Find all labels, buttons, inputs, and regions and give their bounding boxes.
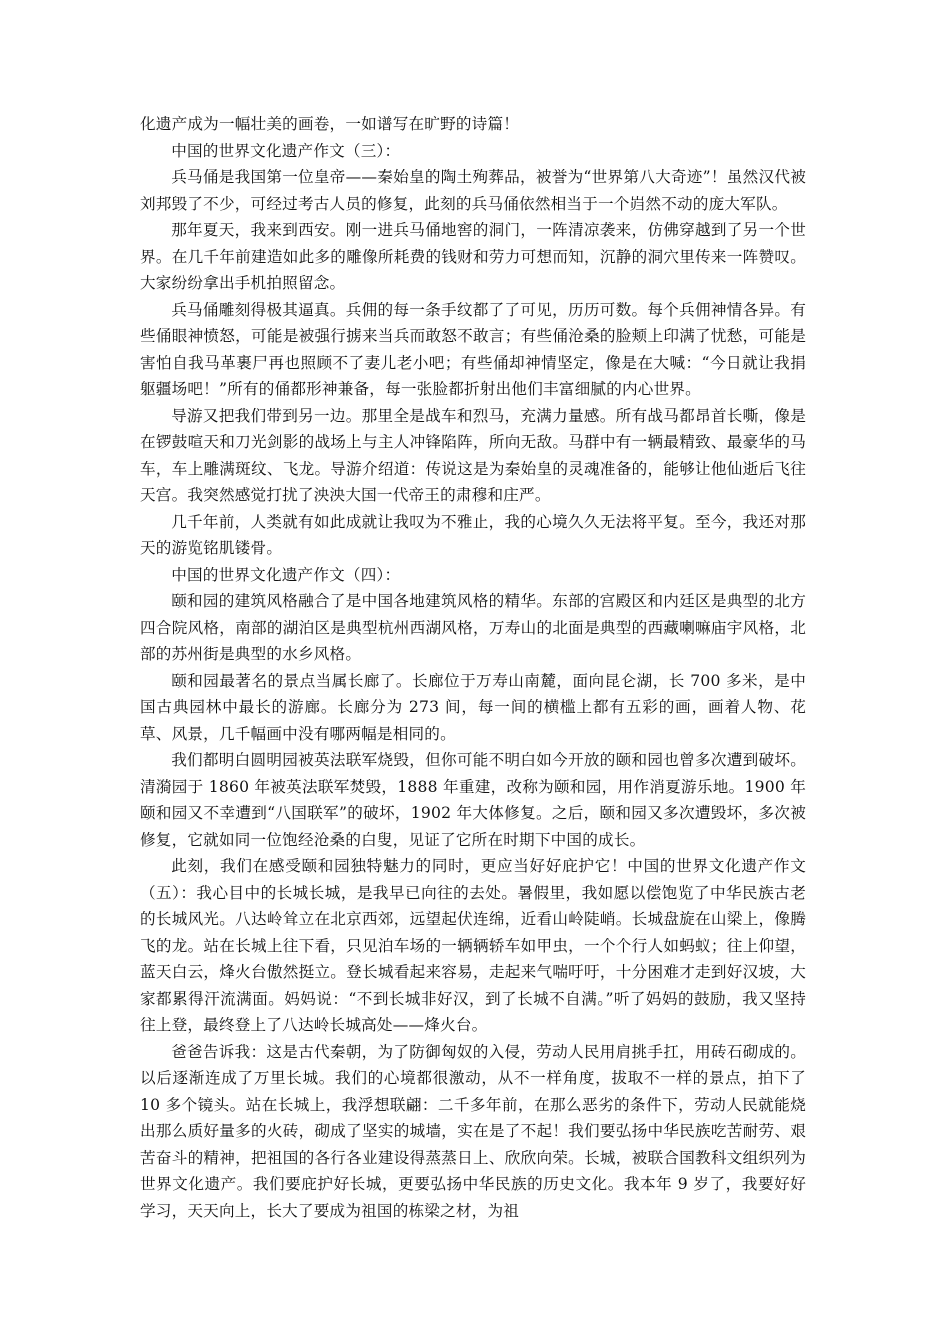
paragraph: 颐和园的建筑风格融合了是中国各地建筑风格的精华。东部的宫殿区和内廷区是典型的北方四合院风格，南部的湖泊区是典型杭州西湖风格，万寿山的北面是典型的西藏喇嘛庙宇风格，北部的苏州街是典型的水乡风格。: [140, 592, 806, 663]
paragraph: 颐和园最著名的景点当属长廊了。长廊位于万寿山南麓，面向昆仑湖，长 700 多米，是中国古典园林中最长的游廊。长廊分为 273 间，每一间的横槛上都有五彩的画，画着人物、花草、风景，几千幅画中没有哪两幅是相同的。: [140, 671, 806, 743]
paragraph: 兵马俑是我国第一位皇帝——秦始皇的陶土殉葬品，被誉为“世界第八大奇迹”！虽然汉代被刘邦毁了不少，可经过考古人员的修复，此刻的兵马俑依然相当于一个岿然不动的庞大军队。: [140, 168, 806, 213]
paragraph-continuation: 化遗产成为一幅壮美的画卷，一如谱写在旷野的诗篇！: [140, 115, 520, 133]
paragraph: 导游又把我们带到另一边。那里全是战车和烈马，充满力量感。所有战马都昂首长嘶，像是在锣鼓喧天和刀光剑影的战场上与主人冲锋陷阵，所向无敌。马群中有一辆最精致、最豪华的马车，车上雕满斑纹、飞龙。导游介绍道：传说这是为秦始皇的灵魂准备的，能够让他仙逝后飞往天宫。我突然感觉打扰了泱泱大国一代帝王的肃穆和庄严。: [140, 406, 806, 504]
paragraph: 几千年前，人类就有如此成就让我叹为不雅止，我的心境久久无法将平复。至今，我还对那天的游览铭肌镂骨。: [140, 512, 806, 557]
document-body: [140, 111, 806, 1224]
paragraph: 那年夏天，我来到西安。刚一进兵马俑地窖的洞门，一阵清凉袭来，仿佛穿越到了另一个世界。在几千年前建造如此多的雕像所耗费的钱财和劳力可想而知，沉静的洞穴里传来一阵赞叹。大家纷纷拿出手机拍照留念。: [140, 221, 806, 292]
paragraph: 此刻，我们在感受颐和园独特魅力的同时，更应当好好庇护它！中国的世界文化遗产作文（五）：我心目中的长城长城，是我早已向往的去处。暑假里，我如愿以偿饱览了中华民族古老的长城风光。八达岭耸立在北京西郊，远望起伏连绵，近看山岭陡峭。长城盘旋在山梁上，像腾飞的龙。站在长城上往下看，只见泊车场的一辆辆轿车如甲虫，一个个行人如蚂蚁；往上仰望，蓝天白云，烽火台傲然挺立。登长城看起来容易，走起来气喘吁吁，十分困难才走到好汉坡，大家都累得汗流满面。妈妈说：“不到长城非好汉，到了长城不自满。”听了妈妈的鼓励，我又坚持往上登，最终登上了八达岭长城高处——烽火台。: [140, 857, 806, 1034]
paragraph: 爸爸告诉我：这是古代秦朝，为了防御匈奴的入侵，劳动人民用肩挑手扛，用砖石砌成的。以后逐渐连成了万里长城。我们的心境都很激动，从不一样角度，拔取不一样的景点，拍下了 10 多个镜头。站在长城上，我浮想联翩：二千多年前，在那么恶劣的条件下，劳动人民就能烧出那么质好量多的火砖，砌成了坚实的城墙，实在是了不起！我们要弘扬中华民族吃苦耐劳、艰苦奋斗的精神，把祖国的各行各业建设得蒸蒸日上、欣欣向荣。长城，被联合国教科文组织列为世界文化遗产。我们要庇护好长城，更要弘扬中华民族的历史文化。我本年 9 岁了，我要好好学习，天天向上，长大了要成为祖国的栋梁之材，为祖: [140, 1042, 806, 1220]
essay-heading-4: 中国的世界文化遗产作文（四）：: [171, 565, 401, 584]
essay-heading-3: 中国的世界文化遗产作文（三）：: [171, 141, 401, 160]
paragraph: 我们都明白圆明园被英法联军烧毁，但你可能不明白如今开放的颐和园也曾多次遭到破坏。清漪园于 1860 年被英法联军焚毁，1888 年重建，改称为颐和园，用作消夏游乐地。1900 年颐和园又不幸遭到“八国联军”的破坏，1902 年大体修复。之后，颐和园又多次遭毁坏，多次被修复，它就如同一位饱经沧桑的白叟，见证了它所在时期下中国的成长。: [140, 751, 806, 849]
paragraph: 兵马俑雕刻得极其逼真。兵佣的每一条手纹都了了可见，历历可数。每个兵佣神情各异。有些俑眼神愤怒，可能是被强行掳来当兵而敢怒不敢言；有些俑沧桑的脸颊上印满了忧愁，可能是害怕自我马革裹尸再也照顾不了妻儿老小吧；有些俑却神情坚定，像是在大喊：“今日就让我捐躯疆场吧！”所有的俑都形神兼备，每一张脸都折射出他们丰富细腻的内心世界。: [140, 300, 806, 398]
